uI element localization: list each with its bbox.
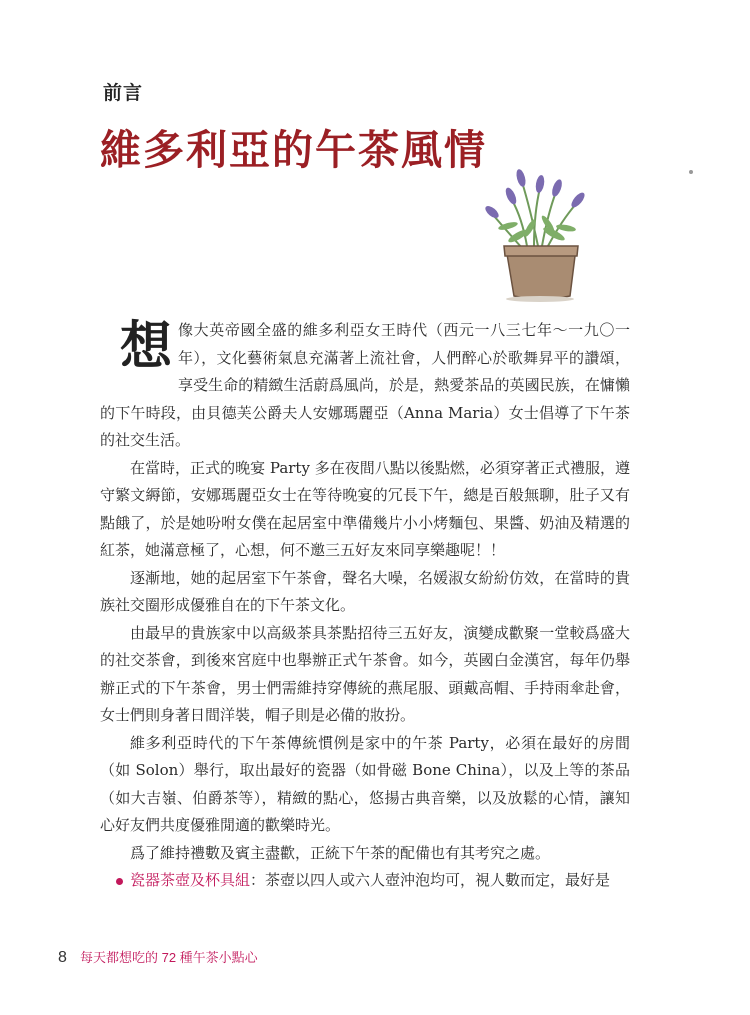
decorative-dot <box>689 170 693 174</box>
chapter-title: 維多利亞的午茶風情 <box>100 126 487 174</box>
paragraph-3: 逐漸地，她的起居室下午茶會，聲名大噪，名媛淑女紛紛仿效，在當時的貴族社交圈形成優雅自在的下午茶文化。 <box>100 568 630 614</box>
paragraph-6: 爲了維持禮數及賓主盡歡，正統下午茶的配備也有其考究之處。 <box>130 843 551 862</box>
drop-cap: 想 <box>120 316 173 377</box>
paragraph-4: 由最早的貴族家中以高級茶具茶點招待三五好友，演變成歡聚一堂較爲盛大的社交茶會，到後來宮庭中也舉辦正式午茶會。如今，英國白金漢宮，每年仍舉辦正式的下午茶會，男士們需維持穿傳統的燕尾服、頭戴高帽、手持雨傘赴會，女士們則身著日間洋裝，帽子則是必備的妝扮。 <box>100 623 630 724</box>
paragraph-1-text: 像大英帝國全盛的維多利亞女王時代（西元一八三七年～一九〇一年），文化藝術氣息充滿著上流社會，人們醉心於歌舞昇平的讚頌，享受生命的精緻生活蔚爲風尚，於是，熱愛茶品的英國民族，在慵懶的下午時段，由貝德芙公爵夫人安娜瑪麗亞（Anna Maria）女士倡導了下午茶的社交生活。 <box>100 321 630 449</box>
bullet-item <box>100 867 630 895</box>
running-title: 每天都想吃的 72 種午茶小點心 <box>80 950 258 965</box>
article-body <box>100 317 630 895</box>
bullet-dot-icon <box>116 878 123 885</box>
paragraph-5: 維多利亞時代的下午茶傳統慣例是家中的午茶 Party，必須在最好的房間（如 Solon）舉行，取出最好的瓷器（如骨磁 Bone China），以及上等的茶品（如大吉嶺、伯爵茶等），精緻的點心，悠揚古典音樂，以及放鬆的心情，讓知心好友們共度優雅閒適的歡樂時光。 <box>100 733 630 834</box>
bullet-heading: 瓷器茶壺及杯具組 <box>130 871 251 889</box>
section-label: 前言 <box>103 82 144 104</box>
page-number: 8 <box>58 949 67 966</box>
lavender-pot-illustration <box>482 168 598 304</box>
bullet-text: ：茶壺以四人或六人壺沖泡均可，視人數而定，最好是 <box>250 871 611 889</box>
paragraph-1 <box>100 317 630 455</box>
page-footer <box>58 947 258 967</box>
paragraph-2: 在當時，正式的晚宴 Party 多在夜間八點以後點燃，必須穿著正式禮服，遵守繁文縟節，安娜瑪麗亞女士在等待晚宴的冗長下午，總是百般無聊，肚子又有點餓了，於是她吩咐女僕在起居室中準備幾片小小烤麵包、果醬、奶油及精選的紅茶，她滿意極了，心想，何不邀三五好友來同享樂趣呢！！ <box>100 458 630 559</box>
